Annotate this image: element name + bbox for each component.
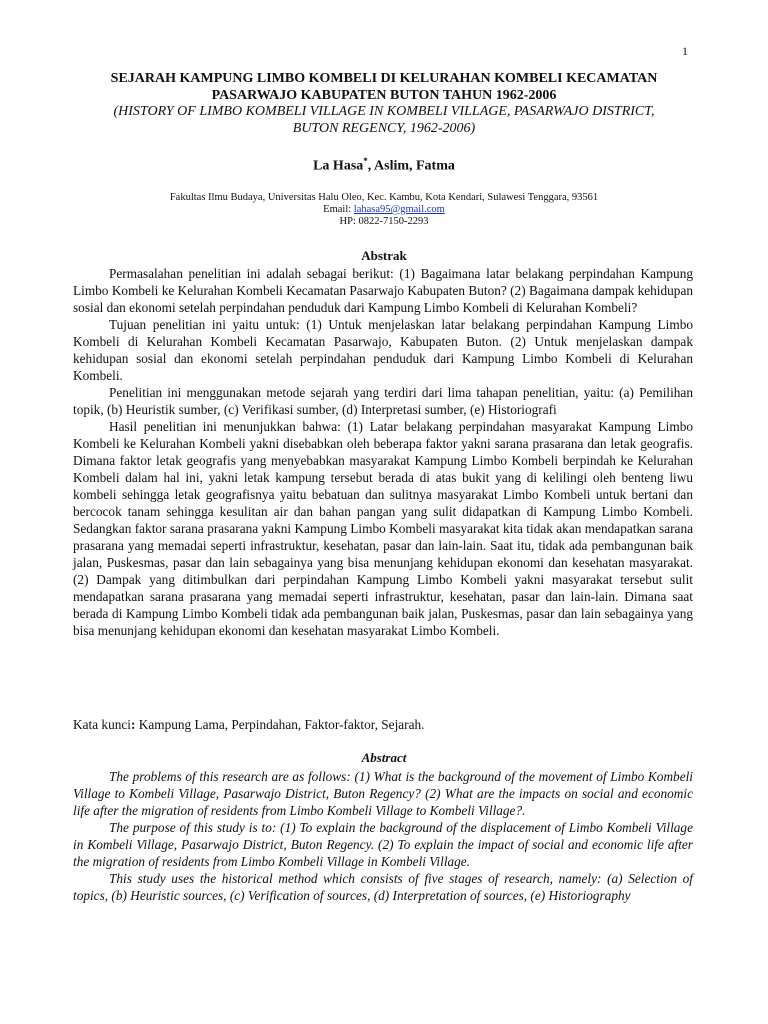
- keywords: [73, 717, 693, 733]
- keywords-colon: :: [130, 717, 136, 732]
- title-english: [64, 103, 704, 137]
- first-author: La Hasa: [313, 158, 364, 174]
- keywords-list: Kampung Lama, Perpindahan, Faktor-faktor, Sejarah.: [135, 717, 425, 732]
- page-number: 1: [682, 44, 688, 58]
- email-link[interactable]: lahasa95@gmail.com: [353, 204, 445, 215]
- title-line: PASARWAJO KABUPATEN BUTON TAHUN 1962-2006: [211, 88, 557, 103]
- institution: Fakultas Ilmu Budaya, Universitas Halu Oleo, Kec. Kambu, Kota Kendari, Sulawesi Tenggara, 93561: [169, 192, 599, 203]
- abstract-body: [73, 768, 693, 904]
- author-list: [64, 156, 704, 175]
- abstract-paragraph: The problems of this research are as follows: (1) What is the background of the movement of Limbo Kombeli Village to Kombeli Village, Pasarwajo District, Buton Regency? (2) What are the impacts on social and economic life after the migration of residents from Limbo Kombeli Village to Kombeli Village?.: [73, 769, 693, 818]
- title-indonesian: [64, 70, 704, 104]
- abstrak-paragraph: Tujuan penelitian ini yaitu untuk: (1) Untuk menjelaskan latar belakang perpindahan Kampung Limbo Kombeli di Kelurahan Kombeli Kecamatan Pasarwajo, Kabupaten Buton. (2) Untuk menjelaskan dampak kehidupan sosial dan ekonomi setelah perpindahan penduduk dari Kampung Limbo Kombeli di Kelurahan Kombeli.: [73, 317, 693, 383]
- title-line: BUTON REGENCY, 1962-2006): [292, 121, 476, 136]
- abstract-heading: Abstract: [361, 750, 407, 765]
- phone: HP: 0822-7150-2293: [339, 216, 429, 227]
- keywords-label: Kata kunci: [73, 717, 131, 732]
- abstrak-paragraph: Penelitian ini menggunakan metode sejarah yang terdiri dari lima tahapan penelitian, yaitu: (a) Pemilihan topik, (b) Heuristik sumber, (c) Verifikasi sumber, (d) Interpretasi sumber, (e) Historiografi: [73, 385, 693, 417]
- title-line: SEJARAH KAMPUNG LIMBO KOMBELI DI KELURAHAN KOMBELI KECAMATAN: [110, 71, 658, 86]
- other-authors: , Aslim, Fatma: [367, 158, 455, 174]
- affiliation-block: [64, 192, 704, 228]
- title-line: (HISTORY OF LIMBO KOMBELI VILLAGE IN KOMBELI VILLAGE, PASARWAJO DISTRICT,: [113, 104, 655, 119]
- abstract-paragraph: The purpose of this study is to: (1) To explain the background of the displacement of Limbo Kombeli Village in Kombeli Village, Pasarwajo District, Buton Regency. (2) To explain the impact of social and economic life after the migration of residents from Limbo Kombeli Village in Kombeli Village.: [73, 820, 693, 869]
- email-label: Email:: [323, 204, 354, 215]
- corresponding-mark: *: [363, 156, 368, 166]
- abstrak-paragraph: Hasil penelitian ini menunjukkan bahwa: (1) Latar belakang perpindahan masyarakat Kampung Limbo Kombeli ke Kelurahan Kombeli yakni disebabkan oleh beberapa faktor yakni sarana prasarana dan letak geografis. Dimana faktor letak geografis yang menyebabkan masyarakat Kampung Limbo Kombeli berpindah ke Kelurahan Kombeli dalam hal ini, yakni letak kampung tersebut berada di atas bukit yang di kelilingi oleh benteng liwu kombeli sehingga letak geografisnya yaitu bebatuan dan sulitnya masyarakat Limbo Kombeli untuk bertani dan bercocok tanam sehingga kesulitan air dan bahan pangan yang sulit didapatkan di Kampung Limbo Kombeli. Sedangkan faktor sarana prasarana yakni Kampung Limbo Kombeli masyarakat kita tidak akan mendapatkan sarana prasarana yang memadai seperti infrastruktur, kesehatan, pasar dan lain-lain. Saat itu, tidak ada pembangunan baik jalan, Puskesmas, pasar dan lain sebagainya yang bisa menunjang kehidupan ekonomi dan kesehatan masyarakat. (2) Dampak yang ditimbulkan dari perpindahan Kampung Limbo Kombeli yakni masyarakat tersebut sulit mendapatkan sarana prasarana yang memadai seperti infrastruktur, kesehatan, pasar dan lain-lain. Dimana saat berada di Kampung Limbo Kombeli tidak ada pembangunan baik jalan, Puskesmas, pasar dan lain sebagainya yang bisa menunjang kehidupan ekonomi dan kesehatan masyarakat Limbo Kombeli.: [73, 419, 693, 638]
- abstract-paragraph: This study uses the historical method which consists of five stages of research, namely: (a) Selection of topics, (b) Heuristic sources, (c) Verification of sources, (d) Interpretation of sources, (e) Historiography: [73, 871, 693, 903]
- abstrak-heading: Abstrak: [361, 248, 407, 263]
- email-line: [64, 204, 704, 216]
- abstrak-paragraph: Permasalahan penelitian ini adalah sebagai berikut: (1) Bagaimana latar belakang perpindahan Kampung Limbo Kombeli ke Kelurahan Kombeli Kecamatan Pasarwajo Kabupaten Buton? (2) Bagaimana dampak kehidupan sosial dan ekonomi setelah perpindahan penduduk dari Kampung Limbo Kombeli di Kelurahan Kombeli?: [73, 266, 693, 315]
- abstrak-body: [73, 265, 693, 639]
